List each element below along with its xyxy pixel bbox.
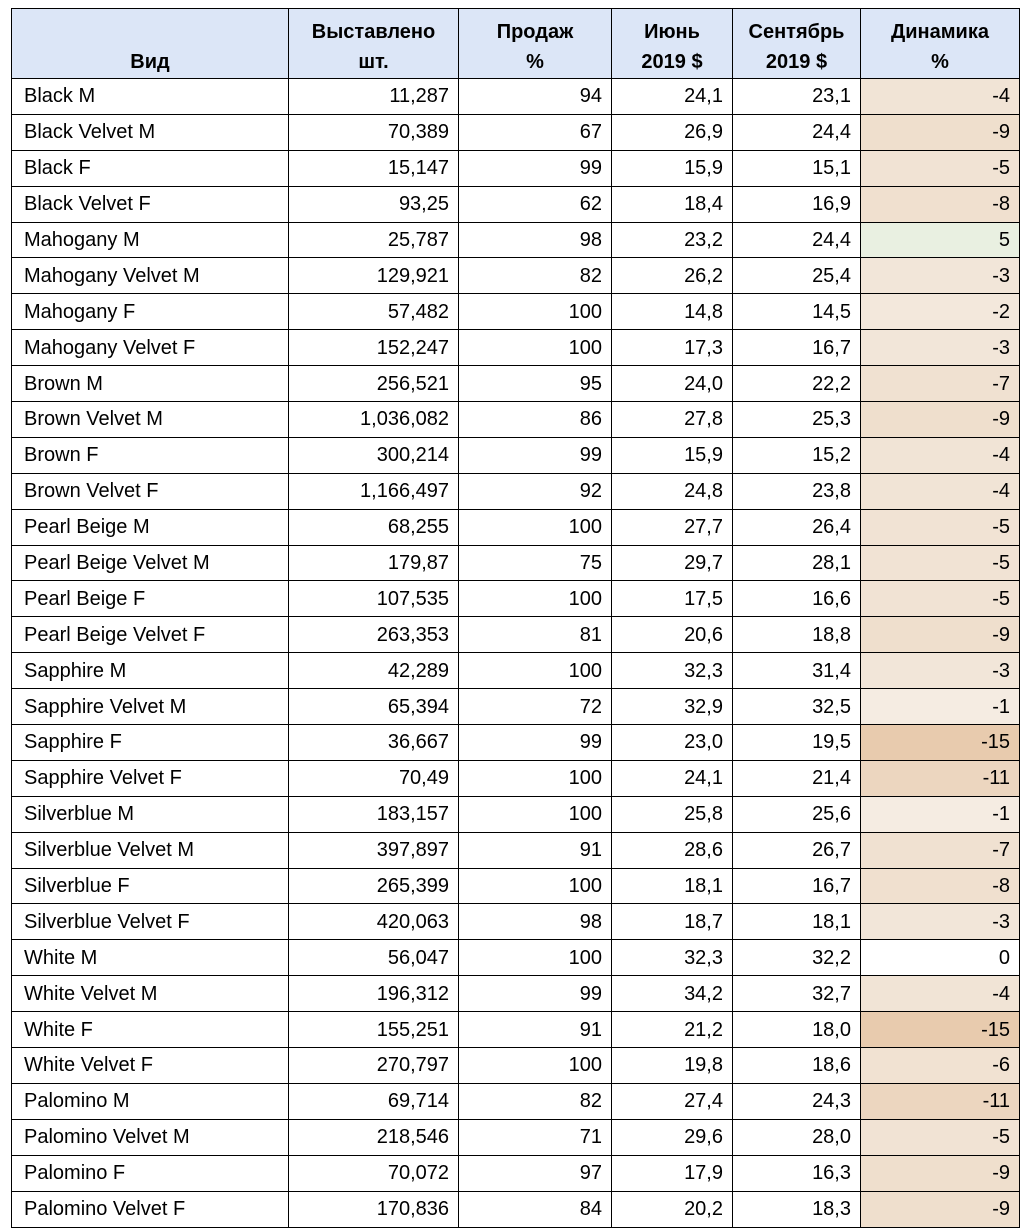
table-row <box>12 186 1020 222</box>
cell-june-price[interactable]: 24,1 <box>612 79 733 115</box>
cell-june-price[interactable]: 25,8 <box>612 796 733 832</box>
table-header <box>12 9 1020 79</box>
cell-exposed[interactable]: 65,394 <box>289 689 459 725</box>
header-type-label: Вид <box>130 51 170 73</box>
cell-type[interactable]: Palomino M <box>12 1083 289 1119</box>
cell-exposed[interactable]: 183,157 <box>289 796 459 832</box>
cell-type[interactable]: Silverblue M <box>12 796 289 832</box>
cell-sales[interactable]: 95 <box>459 366 612 402</box>
cell-exposed[interactable]: 1,166,497 <box>289 473 459 509</box>
cell-exposed[interactable]: 57,482 <box>289 294 459 330</box>
header-exposed[interactable] <box>289 9 459 79</box>
cell-type[interactable]: Mahogany F <box>12 294 289 330</box>
cell-exposed[interactable]: 93,25 <box>289 186 459 222</box>
header-dynamics[interactable] <box>861 9 1020 79</box>
cell-type[interactable]: Sapphire F <box>12 725 289 761</box>
table-row <box>12 976 1020 1012</box>
cell-dynamics[interactable]: -2 <box>861 294 1020 330</box>
cell-sales[interactable]: 75 <box>459 545 612 581</box>
table-row <box>12 473 1020 509</box>
table-row <box>12 1155 1020 1191</box>
cell-dynamics[interactable]: 0 <box>861 940 1020 976</box>
cell-september-price[interactable]: 18,8 <box>733 617 861 653</box>
cell-exposed[interactable]: 397,897 <box>289 832 459 868</box>
cell-september-price[interactable]: 16,9 <box>733 186 861 222</box>
table-row <box>12 796 1020 832</box>
cell-dynamics[interactable]: -1 <box>861 689 1020 725</box>
cell-september-price[interactable]: 24,4 <box>733 222 861 258</box>
cell-exposed[interactable]: 196,312 <box>289 976 459 1012</box>
cell-exposed[interactable]: 25,787 <box>289 222 459 258</box>
cell-june-price[interactable]: 23,0 <box>612 725 733 761</box>
cell-dynamics[interactable]: -9 <box>861 114 1020 150</box>
cell-exposed[interactable]: 256,521 <box>289 366 459 402</box>
cell-sales[interactable]: 100 <box>459 653 612 689</box>
table-row <box>12 437 1020 473</box>
cell-dynamics[interactable]: -3 <box>861 653 1020 689</box>
table-row <box>12 1119 1020 1155</box>
cell-september-price[interactable]: 25,4 <box>733 258 861 294</box>
cell-sales[interactable]: 100 <box>459 294 612 330</box>
table-row <box>12 868 1020 904</box>
cell-exposed[interactable]: 68,255 <box>289 509 459 545</box>
header-exposed-line1: Выставлено <box>311 21 436 43</box>
cell-dynamics[interactable]: -8 <box>861 186 1020 222</box>
cell-exposed[interactable]: 265,399 <box>289 868 459 904</box>
header-june-line2: 2019 $ <box>641 51 703 73</box>
cell-dynamics[interactable]: -9 <box>861 617 1020 653</box>
cell-september-price[interactable]: 24,4 <box>733 114 861 150</box>
table-row <box>12 366 1020 402</box>
cell-september-price[interactable]: 21,4 <box>733 760 861 796</box>
cell-exposed[interactable]: 170,836 <box>289 1191 459 1227</box>
cell-june-price[interactable]: 32,9 <box>612 689 733 725</box>
cell-sales[interactable]: 99 <box>459 976 612 1012</box>
cell-june-price[interactable]: 27,4 <box>612 1083 733 1119</box>
cell-type[interactable]: Pearl Beige M <box>12 509 289 545</box>
cell-june-price[interactable]: 18,7 <box>612 904 733 940</box>
cell-type[interactable]: White F <box>12 1012 289 1048</box>
cell-dynamics[interactable]: -6 <box>861 1048 1020 1084</box>
cell-exposed[interactable]: 36,667 <box>289 725 459 761</box>
cell-dynamics[interactable]: -4 <box>861 437 1020 473</box>
cell-september-price[interactable]: 25,3 <box>733 402 861 438</box>
table-row <box>12 402 1020 438</box>
cell-september-price[interactable]: 15,2 <box>733 437 861 473</box>
cell-sales[interactable]: 99 <box>459 725 612 761</box>
header-september-line2: 2019 $ <box>765 51 828 73</box>
cell-sales[interactable]: 100 <box>459 581 612 617</box>
cell-june-price[interactable]: 20,2 <box>612 1191 733 1227</box>
cell-dynamics[interactable]: -15 <box>861 725 1020 761</box>
cell-sales[interactable]: 100 <box>459 330 612 366</box>
header-dynamics-line1: Динамика <box>891 21 989 43</box>
cell-september-price[interactable]: 14,5 <box>733 294 861 330</box>
table-row <box>12 258 1020 294</box>
cell-type[interactable]: Black Velvet M <box>12 114 289 150</box>
header-row <box>12 9 1020 79</box>
header-sales-line2: % <box>526 51 544 73</box>
cell-june-price[interactable]: 26,9 <box>612 114 733 150</box>
table-row <box>12 653 1020 689</box>
cell-exposed[interactable]: 152,247 <box>289 330 459 366</box>
cell-exposed[interactable]: 70,389 <box>289 114 459 150</box>
cell-type[interactable]: Sapphire Velvet M <box>12 689 289 725</box>
table-row <box>12 617 1020 653</box>
table-row <box>12 940 1020 976</box>
cell-exposed[interactable]: 69,714 <box>289 1083 459 1119</box>
cell-type[interactable]: Palomino Velvet M <box>12 1119 289 1155</box>
cell-dynamics[interactable]: -4 <box>861 976 1020 1012</box>
header-sales[interactable] <box>459 9 612 79</box>
cell-september-price[interactable]: 23,8 <box>733 473 861 509</box>
cell-sales[interactable]: 72 <box>459 689 612 725</box>
cell-dynamics[interactable]: -9 <box>861 1155 1020 1191</box>
cell-type[interactable]: Black F <box>12 150 289 186</box>
header-type[interactable] <box>12 9 289 79</box>
table-body <box>12 79 1020 1228</box>
table-row <box>12 79 1020 115</box>
cell-sales[interactable]: 99 <box>459 437 612 473</box>
header-exposed-line2: шт. <box>358 51 389 73</box>
cell-dynamics[interactable]: -15 <box>861 1012 1020 1048</box>
cell-june-price[interactable]: 15,9 <box>612 150 733 186</box>
cell-june-price[interactable]: 17,3 <box>612 330 733 366</box>
table-row <box>12 1191 1020 1227</box>
cell-september-price[interactable]: 32,2 <box>733 940 861 976</box>
table-row <box>12 114 1020 150</box>
cell-sales[interactable]: 62 <box>459 186 612 222</box>
cell-september-price[interactable]: 22,2 <box>733 366 861 402</box>
cell-type[interactable]: White M <box>12 940 289 976</box>
cell-june-price[interactable]: 23,2 <box>612 222 733 258</box>
table-row <box>12 509 1020 545</box>
cell-september-price[interactable]: 24,3 <box>733 1083 861 1119</box>
cell-sales[interactable]: 100 <box>459 1048 612 1084</box>
cell-september-price[interactable]: 18,0 <box>733 1012 861 1048</box>
cell-june-price[interactable]: 26,2 <box>612 258 733 294</box>
table-row <box>12 689 1020 725</box>
table-row <box>12 222 1020 258</box>
cell-dynamics[interactable]: -9 <box>861 1191 1020 1227</box>
cell-exposed[interactable]: 218,546 <box>289 1119 459 1155</box>
cell-dynamics[interactable]: -7 <box>861 366 1020 402</box>
cell-type[interactable]: Brown M <box>12 366 289 402</box>
cell-dynamics[interactable]: -11 <box>861 1083 1020 1119</box>
cell-september-price[interactable]: 32,5 <box>733 689 861 725</box>
cell-dynamics[interactable]: -1 <box>861 796 1020 832</box>
cell-june-price[interactable]: 19,8 <box>612 1048 733 1084</box>
cell-september-price[interactable]: 25,6 <box>733 796 861 832</box>
header-september[interactable] <box>733 9 861 79</box>
cell-dynamics[interactable]: -4 <box>861 79 1020 115</box>
header-september-line1: Сентябрь <box>748 21 845 43</box>
cell-sales[interactable]: 98 <box>459 904 612 940</box>
cell-exposed[interactable]: 70,072 <box>289 1155 459 1191</box>
cell-exposed[interactable]: 270,797 <box>289 1048 459 1084</box>
cell-sales[interactable]: 99 <box>459 150 612 186</box>
table-row <box>12 725 1020 761</box>
cell-sales[interactable]: 81 <box>459 617 612 653</box>
cell-september-price[interactable]: 26,4 <box>733 509 861 545</box>
cell-june-price[interactable]: 27,7 <box>612 509 733 545</box>
cell-dynamics[interactable]: -8 <box>861 868 1020 904</box>
cell-dynamics[interactable]: -7 <box>861 832 1020 868</box>
cell-dynamics[interactable]: -3 <box>861 330 1020 366</box>
cell-exposed[interactable]: 70,49 <box>289 760 459 796</box>
cell-september-price[interactable]: 18,1 <box>733 904 861 940</box>
cell-june-price[interactable]: 18,4 <box>612 186 733 222</box>
table-row <box>12 545 1020 581</box>
cell-type[interactable]: Black M <box>12 79 289 115</box>
cell-september-price[interactable]: 32,7 <box>733 976 861 1012</box>
cell-june-price[interactable]: 24,0 <box>612 366 733 402</box>
cell-dynamics[interactable]: -3 <box>861 904 1020 940</box>
cell-type[interactable]: Black Velvet F <box>12 186 289 222</box>
cell-dynamics[interactable]: -3 <box>861 258 1020 294</box>
table-row <box>12 330 1020 366</box>
cell-dynamics[interactable]: -5 <box>861 581 1020 617</box>
cell-type[interactable]: Sapphire M <box>12 653 289 689</box>
cell-dynamics[interactable]: -5 <box>861 509 1020 545</box>
cell-type[interactable]: Silverblue F <box>12 868 289 904</box>
table-row <box>12 1048 1020 1084</box>
table-row <box>12 832 1020 868</box>
cell-september-price[interactable]: 18,6 <box>733 1048 861 1084</box>
cell-dynamics[interactable]: -5 <box>861 1119 1020 1155</box>
cell-dynamics[interactable]: -5 <box>861 150 1020 186</box>
cell-sales[interactable]: 94 <box>459 79 612 115</box>
cell-sales[interactable]: 100 <box>459 940 612 976</box>
cell-sales[interactable]: 84 <box>459 1191 612 1227</box>
cell-type[interactable]: Palomino F <box>12 1155 289 1191</box>
cell-june-price[interactable]: 24,8 <box>612 473 733 509</box>
table-row <box>12 294 1020 330</box>
cell-type[interactable]: Sapphire Velvet F <box>12 760 289 796</box>
header-dynamics-line2: % <box>931 51 949 73</box>
table-row <box>12 581 1020 617</box>
cell-september-price[interactable]: 31,4 <box>733 653 861 689</box>
cell-sales[interactable]: 97 <box>459 1155 612 1191</box>
fur-sales-table <box>11 8 1020 1228</box>
cell-dynamics[interactable]: -11 <box>861 760 1020 796</box>
cell-sales[interactable]: 100 <box>459 796 612 832</box>
cell-dynamics[interactable]: -4 <box>861 473 1020 509</box>
cell-sales[interactable]: 71 <box>459 1119 612 1155</box>
cell-exposed[interactable]: 129,921 <box>289 258 459 294</box>
header-june-line1: Июнь <box>644 21 700 43</box>
cell-type[interactable]: Silverblue Velvet M <box>12 832 289 868</box>
cell-june-price[interactable]: 32,3 <box>612 940 733 976</box>
cell-type[interactable]: White Velvet F <box>12 1048 289 1084</box>
cell-june-price[interactable]: 24,1 <box>612 760 733 796</box>
cell-september-price[interactable]: 23,1 <box>733 79 861 115</box>
cell-exposed[interactable]: 179,87 <box>289 545 459 581</box>
cell-exposed[interactable]: 420,063 <box>289 904 459 940</box>
cell-type[interactable]: Palomino Velvet F <box>12 1191 289 1227</box>
cell-sales[interactable]: 91 <box>459 1012 612 1048</box>
cell-type[interactable]: Mahogany Velvet M <box>12 258 289 294</box>
table-row <box>12 904 1020 940</box>
cell-type[interactable]: Mahogany Velvet F <box>12 330 289 366</box>
cell-type[interactable]: Brown Velvet F <box>12 473 289 509</box>
cell-exposed[interactable]: 107,535 <box>289 581 459 617</box>
cell-exposed[interactable]: 155,251 <box>289 1012 459 1048</box>
cell-sales[interactable]: 86 <box>459 402 612 438</box>
header-june[interactable] <box>612 9 733 79</box>
cell-dynamics[interactable]: -5 <box>861 545 1020 581</box>
cell-type[interactable]: Pearl Beige Velvet F <box>12 617 289 653</box>
cell-type[interactable]: Silverblue Velvet F <box>12 904 289 940</box>
cell-exposed[interactable]: 300,214 <box>289 437 459 473</box>
cell-september-price[interactable]: 16,7 <box>733 868 861 904</box>
cell-june-price[interactable]: 18,1 <box>612 868 733 904</box>
cell-sales[interactable]: 91 <box>459 832 612 868</box>
cell-type[interactable]: Pearl Beige Velvet M <box>12 545 289 581</box>
cell-sales[interactable]: 82 <box>459 258 612 294</box>
cell-september-price[interactable]: 28,0 <box>733 1119 861 1155</box>
cell-june-price[interactable]: 17,9 <box>612 1155 733 1191</box>
cell-june-price[interactable]: 32,3 <box>612 653 733 689</box>
cell-exposed[interactable]: 1,036,082 <box>289 402 459 438</box>
cell-september-price[interactable]: 16,3 <box>733 1155 861 1191</box>
cell-june-price[interactable]: 14,8 <box>612 294 733 330</box>
cell-exposed[interactable]: 15,147 <box>289 150 459 186</box>
cell-june-price[interactable]: 21,2 <box>612 1012 733 1048</box>
cell-exposed[interactable]: 42,289 <box>289 653 459 689</box>
cell-sales[interactable]: 82 <box>459 1083 612 1119</box>
cell-dynamics[interactable]: 5 <box>861 222 1020 258</box>
cell-sales[interactable]: 100 <box>459 509 612 545</box>
cell-type[interactable]: Brown F <box>12 437 289 473</box>
table-row <box>12 1083 1020 1119</box>
cell-september-price[interactable]: 28,1 <box>733 545 861 581</box>
cell-june-price[interactable]: 15,9 <box>612 437 733 473</box>
cell-september-price[interactable]: 19,5 <box>733 725 861 761</box>
cell-type[interactable]: Brown Velvet M <box>12 402 289 438</box>
cell-june-price[interactable]: 34,2 <box>612 976 733 1012</box>
cell-sales[interactable]: 67 <box>459 114 612 150</box>
cell-exposed[interactable]: 11,287 <box>289 79 459 115</box>
header-sales-line1: Продаж <box>496 21 574 43</box>
cell-june-price[interactable]: 29,7 <box>612 545 733 581</box>
cell-september-price[interactable]: 15,1 <box>733 150 861 186</box>
cell-sales[interactable]: 100 <box>459 868 612 904</box>
table-row <box>12 150 1020 186</box>
cell-june-price[interactable]: 20,6 <box>612 617 733 653</box>
cell-september-price[interactable]: 18,3 <box>733 1191 861 1227</box>
cell-june-price[interactable]: 28,6 <box>612 832 733 868</box>
cell-september-price[interactable]: 16,6 <box>733 581 861 617</box>
cell-type[interactable]: Pearl Beige F <box>12 581 289 617</box>
cell-september-price[interactable]: 26,7 <box>733 832 861 868</box>
cell-sales[interactable]: 98 <box>459 222 612 258</box>
cell-exposed[interactable]: 56,047 <box>289 940 459 976</box>
cell-june-price[interactable]: 17,5 <box>612 581 733 617</box>
cell-sales[interactable]: 92 <box>459 473 612 509</box>
cell-exposed[interactable]: 263,353 <box>289 617 459 653</box>
cell-june-price[interactable]: 29,6 <box>612 1119 733 1155</box>
table-row <box>12 1012 1020 1048</box>
table-row <box>12 760 1020 796</box>
cell-september-price[interactable]: 16,7 <box>733 330 861 366</box>
cell-dynamics[interactable]: -9 <box>861 402 1020 438</box>
cell-type[interactable]: White Velvet M <box>12 976 289 1012</box>
cell-sales[interactable]: 100 <box>459 760 612 796</box>
cell-type[interactable]: Mahogany M <box>12 222 289 258</box>
cell-june-price[interactable]: 27,8 <box>612 402 733 438</box>
